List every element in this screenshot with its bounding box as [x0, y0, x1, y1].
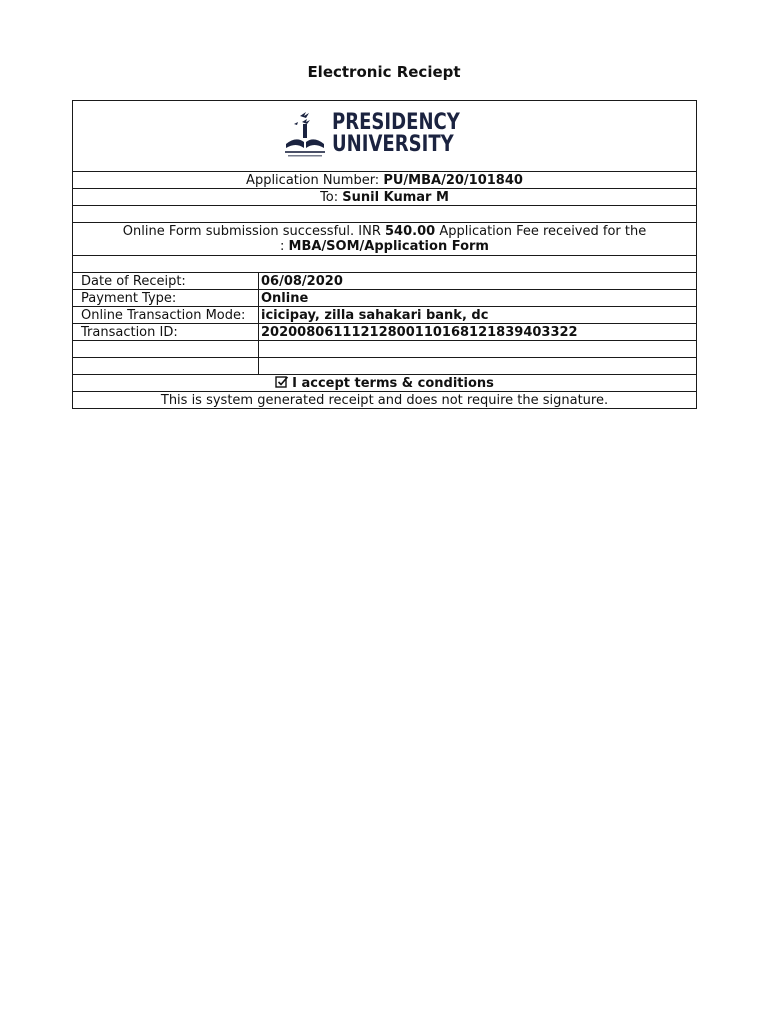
detail-row-transaction-mode [73, 307, 697, 324]
terms-text: I accept terms & conditions [292, 376, 494, 391]
empty-cell [259, 341, 697, 358]
detail-label: Transaction ID: [73, 324, 259, 341]
recipient-name: Sunil Kumar M [342, 189, 449, 205]
detail-value: icicipay, zilla sahakari bank, dc [259, 307, 697, 324]
application-number-label: Application Number: [246, 172, 380, 188]
application-number-row [73, 172, 697, 189]
detail-value: Online [259, 290, 697, 307]
detail-value: 06/08/2020 [259, 273, 697, 290]
message-text-2: Application Fee received for the [439, 224, 647, 239]
university-logo [282, 110, 488, 158]
empty-cell [73, 206, 697, 223]
empty-cell [73, 341, 259, 358]
detail-label: Online Transaction Mode: [73, 307, 259, 324]
recipient-row [73, 189, 697, 206]
recipient-cell [73, 189, 697, 206]
empty-detail-row [73, 358, 697, 375]
university-emblem-icon [282, 110, 328, 158]
checkbox-checked-icon [275, 375, 289, 389]
message-colon: : [280, 239, 285, 254]
wordmark-line-2: UNIVERSITY [331, 132, 454, 157]
note-row [73, 392, 697, 409]
receipt-table [72, 100, 697, 409]
detail-row-payment-type [73, 290, 697, 307]
recipient-label: To: [320, 189, 339, 205]
message-row [73, 223, 697, 256]
empty-row [73, 206, 697, 223]
detail-row-date [73, 273, 697, 290]
terms-cell [73, 375, 697, 392]
application-number-cell [73, 172, 697, 189]
fee-amount: 540.00 [385, 224, 436, 239]
message-cell [73, 223, 697, 256]
message-text-1: Online Form submission successful. INR [122, 224, 381, 239]
system-note: This is system generated receipt and does not require the signature. [73, 392, 697, 409]
page-title: Electronic Reciept [307, 63, 461, 81]
detail-label: Date of Receipt: [73, 273, 259, 290]
university-wordmark [332, 112, 460, 156]
logo-row [73, 101, 697, 172]
empty-row [73, 256, 697, 273]
form-name: MBA/SOM/Application Form [288, 239, 489, 254]
empty-cell [73, 358, 259, 375]
empty-detail-row [73, 341, 697, 358]
empty-cell [259, 358, 697, 375]
detail-row-transaction-id [73, 324, 697, 341]
wordmark-line-1: PRESIDENCY [331, 110, 460, 135]
detail-value: 20200806111212800110168121839403322 [259, 324, 697, 341]
logo-cell [73, 101, 697, 172]
detail-label: Payment Type: [73, 290, 259, 307]
application-number-value: PU/MBA/20/101840 [383, 172, 523, 188]
empty-cell [73, 256, 697, 273]
terms-row [73, 375, 697, 392]
